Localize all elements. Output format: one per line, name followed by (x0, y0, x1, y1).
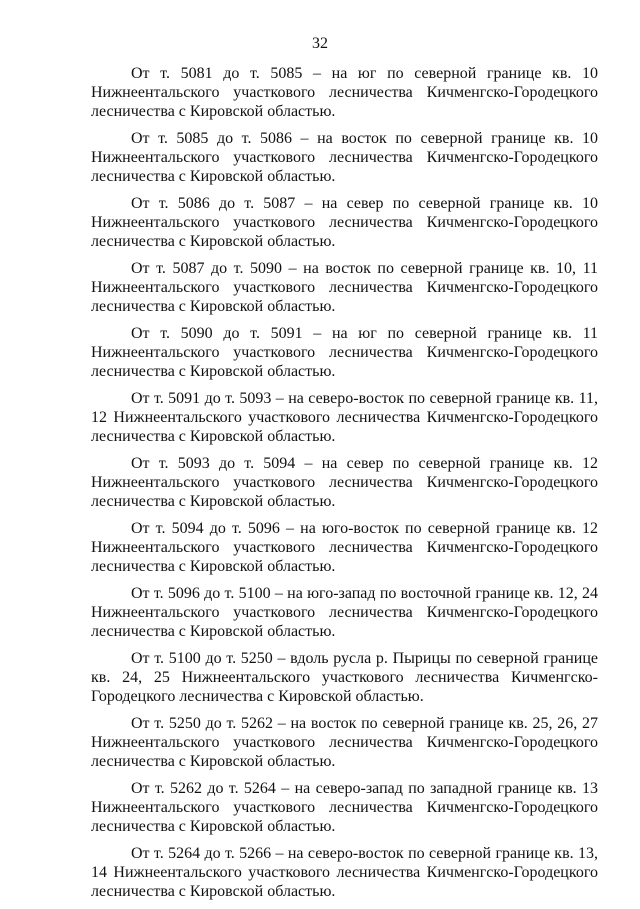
boundary-paragraph: От т. 5096 до т. 5100 – на юго-запад по восточной границе кв. 12, 24 Нижнеентальского участкового лесничества Кичменгско-Городецкого лесничества с Кировской областью. (91, 585, 598, 640)
boundary-paragraph: От т. 5085 до т. 5086 – на восток по северной границе кв. 10 Нижнеентальского участкового лесничества Кичменгско-Городецкого лесничества с Кировской областью. (91, 130, 598, 185)
page-body (91, 64, 598, 909)
boundary-paragraph: От т. 5100 до т. 5250 – вдоль русла р. Пырицы по северной границе кв. 24, 25 Нижнеентальского участкового лесничества Кичменгско-Городецкого лесничества с Кировской областью. (91, 650, 598, 705)
boundary-paragraph: От т. 5250 до т. 5262 – на восток по северной границе кв. 25, 26, 27 Нижнеентальского участкового лесничества Кичменгско-Городецкого лесничества с Кировской областью. (91, 715, 598, 770)
boundary-paragraph: От т. 5093 до т. 5094 – на север по северной границе кв. 12 Нижнеентальского участкового лесничества Кичменгско-Городецкого лесничества с Кировской областью. (91, 455, 598, 510)
boundary-paragraph: От т. 5264 до т. 5266 – на северо-восток по северной границе кв. 13, 14 Нижнеентальского участкового лесничества Кичменгско-Городецкого лесничества с Кировской областью. (91, 845, 598, 900)
page-number: 32 (312, 35, 328, 52)
boundary-paragraph: От т. 5087 до т. 5090 – на восток по северной границе кв. 10, 11 Нижнеентальского участкового лесничества Кичменгско-Городецкого лесничества с Кировской областью. (91, 260, 598, 315)
boundary-paragraph: От т. 5090 до т. 5091 – на юг по северной границе кв. 11 Нижнеентальского участкового лесничества Кичменгско-Городецкого лесничества с Кировской областью. (91, 325, 598, 380)
boundary-paragraph: От т. 5262 до т. 5264 – на северо-запад по западной границе кв. 13 Нижнеентальского участкового лесничества Кичменгско-Городецкого лесничества с Кировской областью. (91, 780, 598, 835)
boundary-paragraph: От т. 5094 до т. 5096 – на юго-восток по северной границе кв. 12 Нижнеентальского участкового лесничества Кичменгско-Городецкого лесничества с Кировской областью. (91, 520, 598, 575)
boundary-paragraph: От т. 5081 до т. 5085 – на юг по северной границе кв. 10 Нижнеентальского участкового лесничества Кичменгско-Городецкого лесничества с Кировской областью. (91, 65, 598, 120)
boundary-paragraph: От т. 5091 до т. 5093 – на северо-восток по северной границе кв. 11, 12 Нижнеентальского участкового лесничества Кичменгско-Городецкого лесничества с Кировской областью. (91, 390, 598, 445)
boundary-paragraph: От т. 5086 до т. 5087 – на север по северной границе кв. 10 Нижнеентальского участкового лесничества Кичменгско-Городецкого лесничества с Кировской областью. (91, 195, 598, 250)
